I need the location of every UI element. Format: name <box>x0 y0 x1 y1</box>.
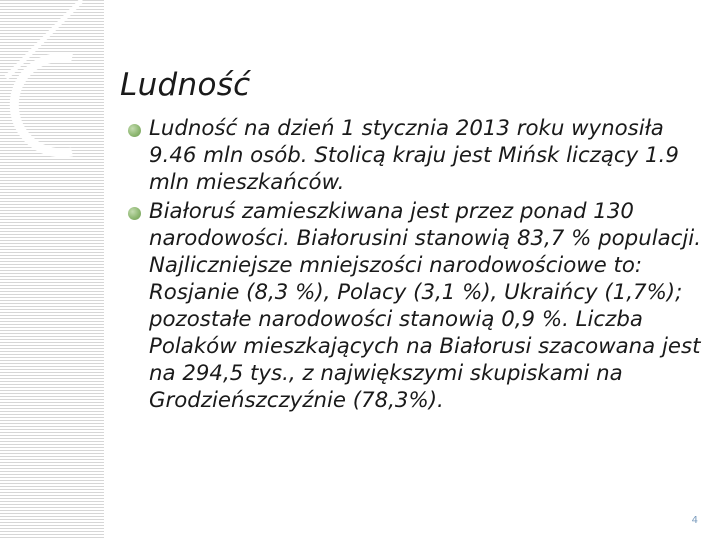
slide-number: 4 <box>691 515 698 526</box>
bullet-item <box>128 198 706 414</box>
bullet-item <box>128 115 706 196</box>
bullet-dot-icon <box>128 124 141 137</box>
bullet-list <box>128 115 706 416</box>
bullet-dot-icon <box>128 207 141 220</box>
decorative-arcs <box>0 0 110 200</box>
bullet-text: Białoruś zamieszkiwana jest przez ponad 130 narodowości. Białorusini stanowią 83,7 % populacji. Najliczniejsze mniejszości narodowościowe to: Rosjanie (8,3 %), Polacy (3,1 %), Ukraińcy (1,7%); pozostałe narodowości stanowią 0,9 %. Liczba Polaków mieszkających na Białorusi szacowana jest na 294,5 tys., z największymi skupiskami na Grodzieńszczyźnie (78,3%). <box>149 199 701 413</box>
bullet-text: Ludność na dzień 1 stycznia 2013 roku wynosiła 9.46 mln osób. Stolicą kraju jest Mińsk liczący 1.9 mln mieszkańców. <box>149 116 679 195</box>
slide-title: Ludność <box>120 66 251 103</box>
